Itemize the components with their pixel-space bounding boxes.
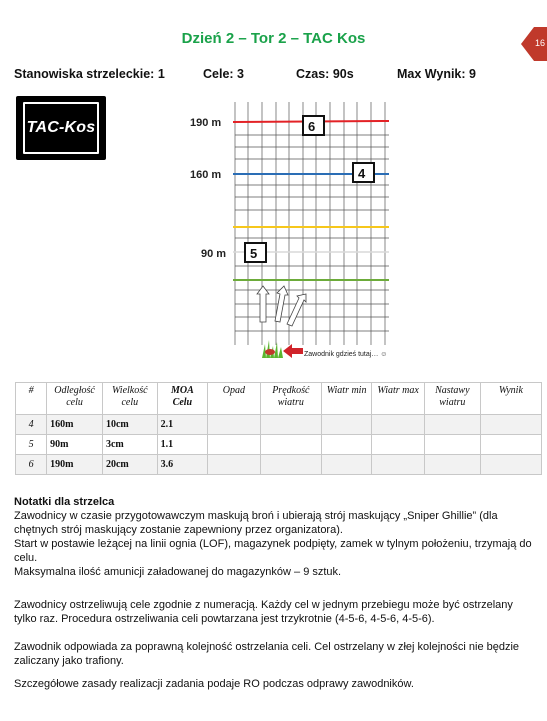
notes-block: [14, 495, 534, 579]
logo-text: TAC-Kos: [26, 119, 96, 136]
cell-num: 5: [16, 435, 47, 455]
col-odleglosc: Odległość celu: [47, 383, 103, 415]
page-title: Dzień 2 – Tor 2 – TAC Kos: [181, 30, 366, 47]
cell-num: 6: [16, 455, 47, 475]
grid: [235, 102, 389, 345]
col-opad: Opad: [208, 383, 261, 415]
cell-wiatr-max: [372, 455, 425, 475]
cell-wielkosc: 3cm: [102, 435, 157, 455]
notes-p5: Zawodnik odpowiada za poprawną kolejność ostrzelania celi. Cel ostrzelany w złej kolejności nie będzie zaliczany jako trafiony.: [14, 641, 520, 667]
cell-moa: 1.1: [157, 435, 207, 455]
notes-p4-block: [14, 598, 534, 626]
label-90m: 90 m: [201, 248, 227, 260]
col-hash: #: [16, 383, 47, 415]
col-wiatr-min: Wiatr min: [321, 383, 371, 415]
info-czas: Czas: 90s: [296, 67, 354, 81]
cell-opad: [208, 415, 261, 435]
shooter-arrow-icon: [283, 344, 303, 358]
cell-predkosc: [260, 435, 321, 455]
cell-wielkosc: 10cm: [102, 415, 157, 435]
cell-wynik: [480, 455, 541, 475]
cell-odleglosc: 190m: [47, 455, 103, 475]
info-max-wynik: Max Wynik: 9: [397, 67, 476, 81]
tac-kos-logo: [16, 96, 106, 160]
cell-wynik: [480, 415, 541, 435]
target-6: 6: [308, 119, 316, 134]
info-cele: Cele: 3: [203, 67, 244, 81]
target-4: 4: [358, 166, 366, 181]
page-number: 16: [535, 38, 546, 48]
cell-wiatr-min: [321, 435, 371, 455]
table-row: [16, 415, 542, 435]
col-wielkosc: Wielkość celu: [102, 383, 157, 415]
notes-p6-block: [14, 677, 534, 691]
cell-odleglosc: 160m: [47, 415, 103, 435]
shooter-note: Zawodnik gdzieś tutaj… ☺: [304, 351, 388, 358]
notes-p4: Zawodnicy ostrzeliwują cele zgodnie z numeracją. Każdy cel w jednym przebiegu może być ostrzelany tylko raz. Procedura ostrzeliwania celi powtarzana jest trzykrotnie (4-5-6, 4-5-6, 4-5-6).: [14, 599, 513, 625]
col-predkosc: Prędkość wiatru: [260, 383, 321, 415]
col-wiatr-max: Wiatr max: [372, 383, 425, 415]
info-stanowiska: Stanowiska strzeleckie: 1: [14, 67, 165, 81]
col-wynik: Wynik: [480, 383, 541, 415]
targets-table: [15, 382, 542, 475]
notes-p5-block: [14, 640, 534, 668]
cell-odleglosc: 90m: [47, 435, 103, 455]
col-nastawy: Nastawy wiatru: [424, 383, 480, 415]
col-moa: MOA Celu: [157, 383, 207, 415]
table-row: [16, 455, 542, 475]
cell-wynik: [480, 435, 541, 455]
notes-p3: Maksymalna ilość amunicji załadowanej do magazynków – 9 sztuk.: [14, 566, 342, 578]
notes-p1: Zawodnicy w czasie przygotowawczym maskują broń i ubierają strój maskujący „Sniper Ghillie” (dla chętnych strój maskujący zostanie zapewniony przez organizatora).: [14, 510, 498, 536]
shooter-grass-icon: [262, 340, 283, 358]
cell-moa: 2.1: [157, 415, 207, 435]
table-row: [16, 435, 542, 455]
cell-num: 4: [16, 415, 47, 435]
cell-moa: 3.6: [157, 455, 207, 475]
cell-nastawy: [424, 455, 480, 475]
range-diagram: [180, 100, 410, 375]
label-190m: 190 m: [190, 117, 222, 129]
notes-title: Notatki dla strzelca: [14, 496, 115, 508]
notes-p2: Start w postawie leżącej na linii ognia (LOF), magazynek podpięty, zamek w tylnym położeniu, trzymają do celu.: [14, 538, 532, 564]
cell-nastawy: [424, 435, 480, 455]
cell-wiatr-max: [372, 415, 425, 435]
cell-predkosc: [260, 415, 321, 435]
cell-wiatr-max: [372, 435, 425, 455]
cell-predkosc: [260, 455, 321, 475]
cell-opad: [208, 435, 261, 455]
label-160m: 160 m: [190, 169, 222, 181]
cell-wiatr-min: [321, 455, 371, 475]
cell-opad: [208, 455, 261, 475]
target-5: 5: [250, 246, 258, 261]
shot-arrows: [257, 286, 306, 326]
cell-wiatr-min: [321, 415, 371, 435]
cell-wielkosc: 20cm: [102, 455, 157, 475]
cell-nastawy: [424, 415, 480, 435]
table-header-row: [16, 383, 542, 415]
notes-p6: Szczegółowe zasady realizacji zadania podaje RO podczas odprawy zawodników.: [14, 678, 414, 690]
